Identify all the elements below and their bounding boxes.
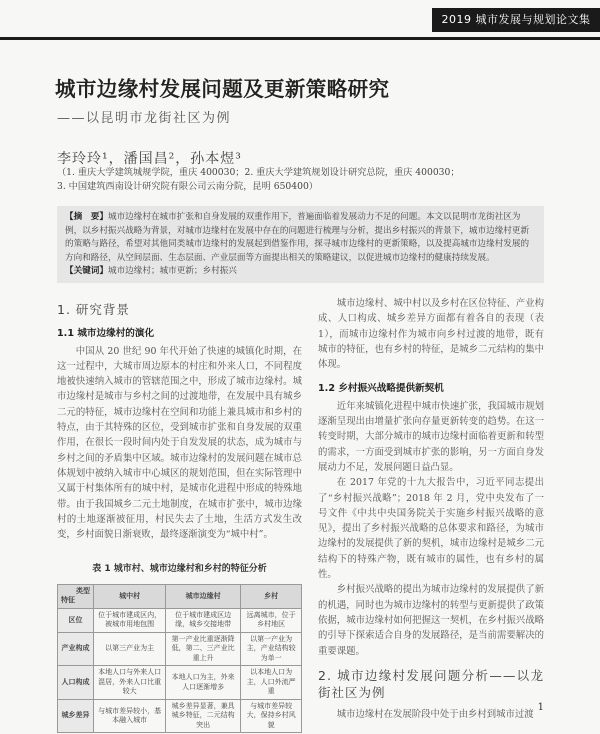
section-1-2-paragraph-3: 乡村振兴战略的提出为城市边缘村的发展提供了新的机遇，同时也为城市边缘村的转型与更新提供了政策依据，城市边缘村如何把握这一契机，在乡村振兴战略的引导下探索适合自身的发展路径，是当前需要解决的重要课题。: [318, 584, 544, 657]
section-2-heading: 2. 城市边缘村发展问题分析——以龙街社区为例: [318, 667, 544, 700]
section-1-right-text: 城市边缘村、城中村以及乡村在区位特征、产业构成、人口构成、城乡差异方面都有着各自的表现（表 1），而城市边缘村作为城市向乡村过渡的地带，既有城市的特征，也有乡村的特征，是城乡二元结构的集中体现。: [318, 298, 544, 371]
affiliation-line-1: （1. 重庆大学建筑城规学院，重庆 400030；2. 重庆大学建筑规划设计研究总院，重庆 400030；: [57, 167, 460, 178]
table-corner-cell: [58, 584, 94, 608]
table-row: [58, 666, 302, 700]
column-header: 城市边缘村: [166, 584, 241, 608]
keywords-text: 城市边缘村；城市更新；乡村振兴: [107, 266, 237, 276]
table-cell: 位于城市建成区边缘，城乡交接地带: [166, 608, 241, 632]
column-header: 乡村: [241, 584, 302, 608]
table-cell: 本地人口为主，外来人口逐渐增多: [166, 666, 241, 700]
section-1-heading: 1. 研究背景: [57, 302, 130, 317]
row-header: 区位: [58, 608, 94, 632]
section-2-text: 城市边缘村在发展阶段中处于由乡村到城市过渡: [336, 708, 534, 720]
journal-title: 2019 城市发展与规划论文集: [432, 8, 600, 32]
author-list: 李玲玲¹，潘国昌²，孙本煜³: [57, 151, 242, 167]
abstract-text: 城市边缘村在城市扩张和自身发展的双重作用下，普遍面临着发展动力不足的问题。本文以昆明市龙街社区为例，以乡村振兴战略为背景，对城市边缘村在发展中存在的问题进行梳理与分析，提出乡村振兴的背景下，城市边缘村更新的策略与路径，希望对其他同类城市边缘村的发展起到借鉴作用，探寻城市边缘村的更新策略，以及提高城市边缘村发展的方向和路径，从空间层面、生态层面、产业层面等方面提出相关的策略建议，以促进城市边缘村的健康持续发展。: [65, 212, 530, 263]
table-cell: 以本地人口为主，人口外流严重: [241, 666, 302, 700]
row-header: 城乡差异: [58, 699, 94, 733]
table-cell: 以第三产业为主: [94, 632, 166, 666]
page-number: 1: [537, 702, 544, 713]
affiliation-line-2: 3. 中国建筑西南设计研究院有限公司云南分院，昆明 650400）: [57, 181, 318, 192]
abstract-label: 【摘 要】: [65, 212, 108, 222]
feature-table: [57, 584, 302, 734]
article-subtitle: ——以昆明市龙街社区为例: [57, 111, 232, 126]
table-cell: 位于城市建成区内，被城市用地包围: [94, 608, 166, 632]
section-1-1-heading: 1.1 城市边缘村的演化: [57, 328, 155, 340]
table-row: [58, 699, 302, 733]
table-cell: 以第一产业为主，产业结构较为单一: [241, 632, 302, 666]
row-header: 人口构成: [58, 666, 94, 700]
table-caption: 表 1 城市村、城市边缘村和乡村的特征分析: [92, 564, 267, 575]
table-cell: 与城市差异较小，基本融入城市: [94, 699, 166, 733]
left-column: [57, 296, 302, 733]
page-header: [0, 0, 600, 40]
corner-type: 类型: [76, 586, 90, 595]
column-header: 城中村: [94, 584, 166, 608]
table-cell: 远离城市，位于乡村地区: [241, 608, 302, 632]
section-1-1-text: 中国从 20 世纪 90 年代开始了快速的城镇化时期，在这一过程中，大城市周边原本的村庄和外来人口，不同程度地被快速纳入城市的管辖范围之中，形成了城市边缘村。城市边缘村是城市与乡村之间的过渡地带，在发展中具有城乡二元的特征，城市边缘村在空间和功能上兼具城市和乡村的特点，由于其特殊的区位，受到城市扩张和自身发展的双重作用，在很长一段时间内处于自发发展的状态，成为城市与乡村之间的矛盾集中区域。城市边缘村的发展问题在城市总体规划中被纳入城市中心城区的规划范围，但在实际管理中又属于村集体所有的城中村，是城市化进程中形成的特殊地带。由于我国城乡二元土地制度，在城市扩张中，城市边缘村的土地逐渐被征用，村民失去了土地，生活方式发生改变，乡村面貌日渐衰败，最终逐渐演变为“城中村”。: [57, 345, 302, 541]
keywords-line: [65, 265, 536, 279]
row-header: 产业构成: [58, 632, 94, 666]
table-cell: 第一产业比重逐渐降低，第二、三产业比重上升: [166, 632, 241, 666]
table-row: [58, 632, 302, 666]
table-cell: 城乡差异显著，兼具城乡特征，二元结构突出: [166, 699, 241, 733]
section-1-2-paragraph-1: 近年来城镇化进程中城市快速扩张，我国城市规划逐渐呈现出由增量扩张向存量更新转变的趋势。在这一转变时期，大部分城市的城市边缘村面临着更新和转型的需求，一方面受到城市扩张的影响，另一方面自身发展动力不足，发展问题日益凸显。: [318, 400, 544, 473]
table-cell: 与城市差异较大，保持乡村风貌: [241, 699, 302, 733]
article-title: 城市边缘村发展问题及更新策略研究: [55, 77, 390, 101]
table-header-row: [58, 584, 302, 608]
corner-feature: 特征: [61, 596, 75, 605]
abstract-box: [57, 206, 544, 283]
table-row: [58, 608, 302, 632]
right-column: [318, 296, 544, 722]
keywords-label: 【关键词】: [65, 266, 108, 276]
section-1-2-paragraph-2: 在 2017 年党的十九大报告中，习近平同志提出了“乡村振兴战略”；2018 年 2 月，党中央发布了一号文件《中共中央国务院关于实施乡村振兴战略的意见》，提出了乡村振兴战略的总体要求和路径，为城市边缘村的发展提供了新的契机，城市边缘村是城乡二元结构下的特殊产物，既有城市的属性，也有乡村的属性。: [318, 477, 544, 581]
table-cell: 本地人口与外来人口混居，外来人口比重较大: [94, 666, 166, 700]
abstract-paragraph: [65, 211, 536, 265]
section-1-2-heading: 1.2 乡村振兴战略提供新契机: [318, 383, 444, 395]
